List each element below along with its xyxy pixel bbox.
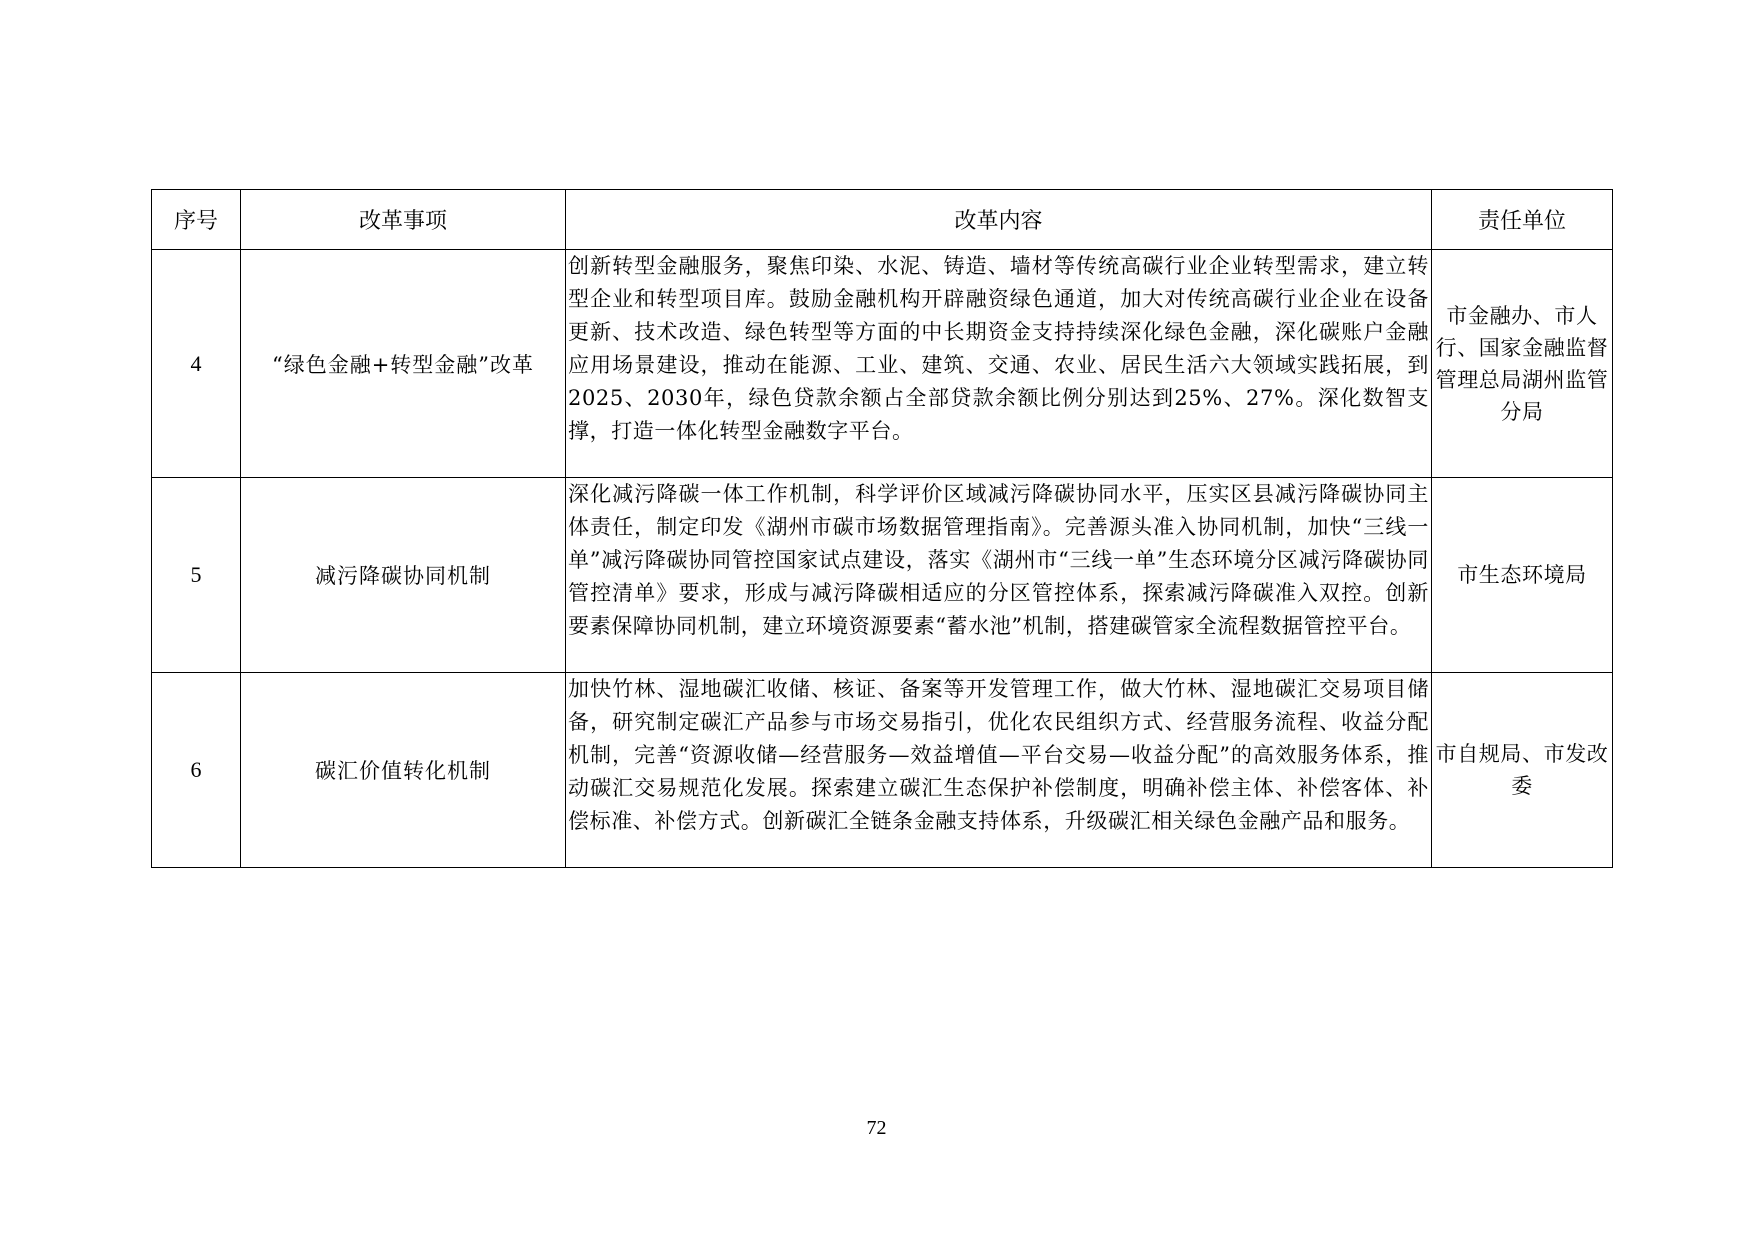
row-unit: 市金融办、市人行、国家金融监督管理总局湖州监管分局 — [1432, 250, 1613, 478]
header-unit: 责任单位 — [1432, 190, 1613, 250]
row-content: 创新转型金融服务，聚焦印染、水泥、铸造、墙材等传统高碳行业企业转型需求，建立转型企业和转型项目库。鼓励金融机构开辟融资绿色通道，加大对传统高碳行业企业在设备更新、技术改造、绿色转型等方面的中长期资金支持持续深化绿色金融，深化碳账户金融应用场景建设，推动在能源、工业、建筑、交通、农业、居民生活六大领域实践拓展，到2025、2030年，绿色贷款余额占全部贷款余额比例分别达到25%、27%。深化数智支撑，打造一体化转型金融数字平台。 — [566, 250, 1432, 478]
row-unit: 市自规局、市发改委 — [1432, 673, 1613, 868]
row-content: 深化减污降碳一体工作机制，科学评价区域减污降碳协同水平，压实区县减污降碳协同主体责任，制定印发《湖州市碳市场数据管理指南》。完善源头准入协同机制，加快“三线一单”减污降碳协同管控国家试点建设，落实《湖州市“三线一单”生态环境分区减污降碳协同管控清单》要求，形成与减污降碳相适应的分区管控体系，探索减污降碳准入双控。创新要素保障协同机制，建立环境资源要素“蓄水池”机制，搭建碳管家全流程数据管控平台。 — [566, 478, 1432, 673]
row-content: 加快竹林、湿地碳汇收储、核证、备案等开发管理工作，做大竹林、湿地碳汇交易项目储备，研究制定碳汇产品参与市场交易指引，优化农民组织方式、经营服务流程、收益分配机制，完善“资源收储—经营服务—效益增值—平台交易—收益分配”的高效服务体系，推动碳汇交易规范化发展。探索建立碳汇生态保护补偿制度，明确补偿主体、补偿客体、补偿标准、补偿方式。创新碳汇全链条金融支持体系，升级碳汇相关绿色金融产品和服务。 — [566, 673, 1432, 868]
header-item: 改革事项 — [241, 190, 566, 250]
header-content: 改革内容 — [566, 190, 1432, 250]
header-num: 序号 — [152, 190, 241, 250]
row-item: 减污降碳协同机制 — [241, 478, 566, 673]
page-number: 72 — [866, 1117, 887, 1139]
row-num: 4 — [152, 250, 241, 478]
row-num: 5 — [152, 478, 241, 673]
row-num: 6 — [152, 673, 241, 868]
row-unit: 市生态环境局 — [1432, 478, 1613, 673]
row-item: “绿色金融+转型金融”改革 — [241, 250, 566, 478]
table-row — [152, 250, 1613, 478]
reform-table — [151, 189, 1613, 868]
table-header-row — [152, 190, 1613, 250]
table-row — [152, 478, 1613, 673]
table-row — [152, 673, 1613, 868]
row-item: 碳汇价值转化机制 — [241, 673, 566, 868]
